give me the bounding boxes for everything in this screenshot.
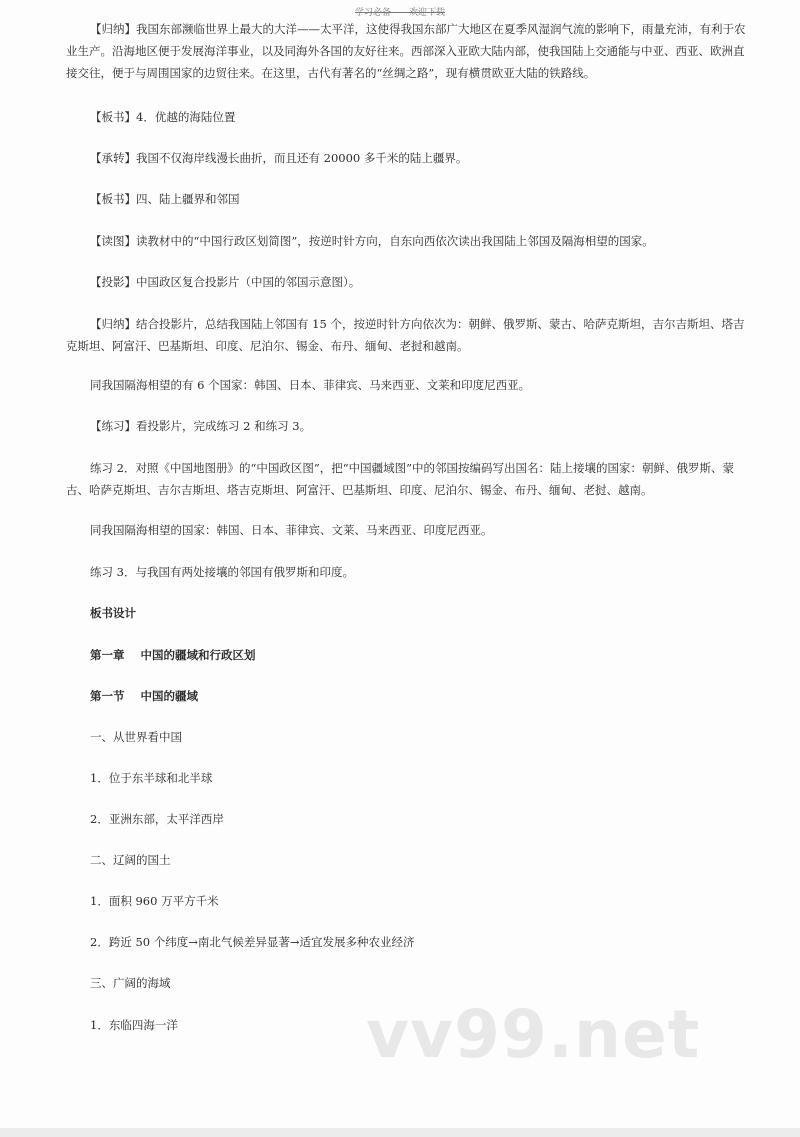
outline-item: 1．面积 960 万平方千米 — [90, 894, 219, 908]
outline-item: 1．东临四海一洋 — [90, 1018, 178, 1032]
outline-item: 1．位于东半球和北半球 — [90, 771, 213, 785]
page-header-note: 学习必备——欢迎下载 — [354, 8, 445, 18]
section-heading: 第一节 中国的疆域 — [90, 689, 199, 703]
paragraph-summary-location: 【归纳】我国东部濒临世界上最大的大洋——太平洋，这使得我国东部广大地区在夏季风湿润气流的影响下，雨量充沛，有利于农业生产。沿海地区便于发展海洋事业，以及同海外各国的友好往来。西部深入亚欧大陆内部，使我国陆上交通能与中亚、西亚、欧洲直接交往，便于与周围国家的边贸往来。在这里，古代有著名的“丝绸之路”，现有横贯欧亚大陆的铁路线。 — [66, 22, 746, 80]
page-bottom-edge — [0, 1128, 800, 1137]
chapter-heading: 第一章 中国的疆域和行政区划 — [90, 648, 256, 662]
outline-item: 2．亚洲东部，太平洋西岸 — [90, 812, 224, 826]
outline-item: 2．跨近 50 个纬度→南北气候差异显著→适宜发展多种农业经济 — [90, 935, 415, 949]
outline-item: 三、广阔的海域 — [90, 976, 171, 990]
outline-item: 二、辽阔的国土 — [90, 853, 171, 867]
paragraph-sea-neighbors-answer: 同我国隔海相望的国家：韩国、日本、菲律宾、文莱、马来西亚、印度尼西亚。 — [90, 523, 493, 537]
paragraph-practice-3: 练习 3．与我国有两处接壤的邻国有俄罗斯和印度。 — [90, 565, 354, 579]
paragraph-board-sea-land: 【板书】4．优越的海陆位置 — [90, 110, 236, 124]
board-design-title: 板书设计 — [90, 606, 136, 620]
watermark-logo: vv99.net — [366, 996, 701, 1073]
paragraph-read-map: 【读图】读教材中的“中国行政区划简图”，按逆时针方向，自东向西依次读出我国陆上邻国及隔海相望的国家。 — [90, 234, 654, 248]
paragraph-practice-2: 练习 2．对照《中国地图册》的“中国政区图”，把“中国疆域图”中的邻国按编码写出国名：陆上接壤的国家：朝鲜、俄罗斯、蒙古、哈萨克斯坦、吉尔吉斯坦、塔吉克斯坦、阿富汗、巴基斯坦、印度、尼泊尔、锡金、布丹、缅甸、老挝、越南。 — [66, 461, 734, 497]
paragraph-sea-neighbors: 同我国隔海相望的有 6 个国家：韩国、日本、菲律宾、马来西亚、文莱和印度尼西亚。 — [90, 378, 531, 392]
paragraph-summary-neighbors: 【归纳】结合投影片，总结我国陆上邻国有 15 个，按逆时针方向依次为：朝鲜、俄罗斯、蒙古、哈萨克斯坦，吉尔吉斯坦、塔吉克斯坦、阿富汗、巴基斯坦、印度、尼泊尔、锡金、布丹、缅甸、老挝和越南。 — [66, 317, 745, 353]
outline-item: 一、从世界看中国 — [90, 730, 182, 744]
paragraph-transition: 【承转】我国不仅海岸线漫长曲折，而且还有 20000 多千米的陆上疆界。 — [90, 151, 468, 165]
paragraph-practice: 【练习】看投影片，完成练习 2 和练习 3。 — [90, 419, 312, 433]
paragraph-board-borders: 【板书】四、陆上疆界和邻国 — [90, 192, 240, 206]
paragraph-projection: 【投影】中国政区复合投影片（中国的邻国示意图）。 — [90, 275, 361, 289]
